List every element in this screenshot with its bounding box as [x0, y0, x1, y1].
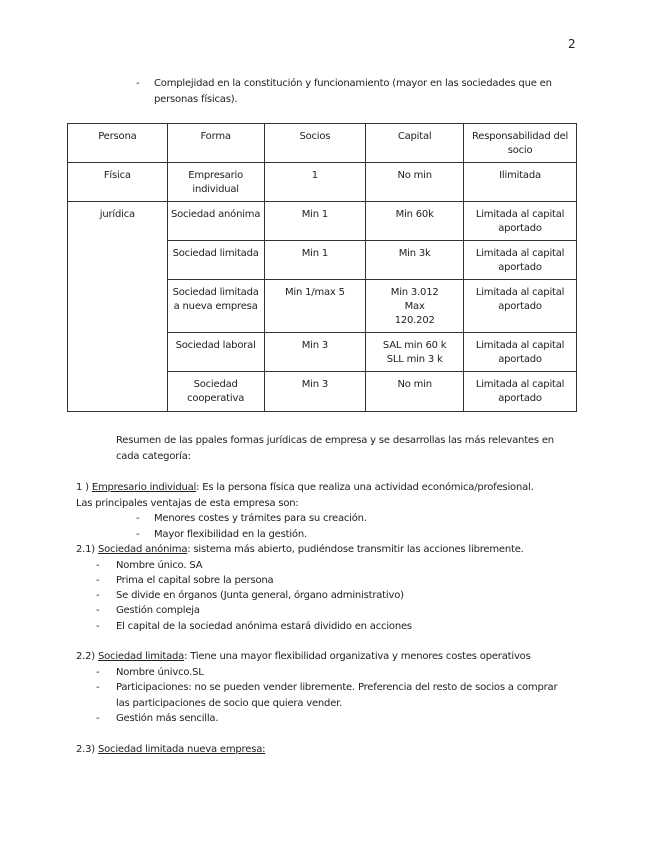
list-item: Gestión más sencilla.	[116, 713, 219, 724]
list-item: Gestión compleja	[116, 605, 200, 616]
cell: Min 3	[264, 372, 366, 412]
header-cell: Responsabilidad del socio	[464, 124, 577, 163]
header-cell: Capital	[366, 124, 464, 163]
cell: jurídica	[68, 202, 168, 412]
document-page: 2 - Complejidad en la constitución y funcionamiento (mayor en las sociedades que en personas físicas). Persona Forma Socios Capital Responsabilidad del socio Física Empresario individual 1 No min Ilimitada jurídica Sociedad anónima Min 1 Min 60k Limitada al capital aportado Sociedad limitada Min 1 Min 3k Limitada al capital aportado Sociedad limitada a nueva empresa Min 1/max 5 Min 3.012 Max 120.202 Limitada al capital aportado Sociedad laboral Min 3 SAL min 60 k SLL min 3 k Limitada al capital aportado Sociedad cooperativa Min 3 No min Limitada al capital aportado Resumen de las ppales formas jurídicas de empresa y se desarrollas las más relevantes en cada categoría: 1 ) Empresario individual: Es la persona física que realiza una actividad económica/profesional. Las principales ventajas de esta empresa son: - Menores costes y trámites para su creación. - Mayor flexibilidad en la gestión. 2.1) Sociedad anónima: sistema más abierto, pudiéndose transmitir las acciones libremente. - Nombre único. SA - Prima el capital sobre la persona - Se divide en órganos (Junta general, órgano administrativo) - Gestión compleja - El capital de la sociedad anónima estará dividido en acciones 2.2) Sociedad limitada: Tiene una mayor flexibilidad organizativa y menores costes operativos - Nombre únivco.SL - Participaciones: no se pueden vender libremente. Preferencia del resto de socios a comprar las participaciones de socio que quiera vender. - Gestión más sencilla. 2.3) Sociedad limitada nueva empresa:	[0, 0, 655, 848]
legal-forms-table	[67, 123, 577, 412]
cell: Limitada al capital aportado	[464, 333, 577, 372]
section-1-text: Las principales ventajas de esta empresa son:	[76, 498, 299, 509]
table-row	[68, 163, 577, 202]
header-cell: Persona	[68, 124, 168, 163]
cell: Ilimitada	[464, 163, 577, 202]
list-item: Se divide en órganos (Junta general, órgano administrativo)	[116, 590, 404, 601]
table-row	[68, 202, 577, 241]
cell: No min	[366, 372, 464, 412]
page-number: 2	[568, 37, 576, 51]
header-cell: Forma	[167, 124, 264, 163]
list-item: Participaciones: no se pueden vender libremente. Preferencia del resto de socios a comprar	[116, 682, 558, 693]
list-item-continuation: las participaciones de socio que quiera vender.	[116, 698, 343, 709]
section-1-heading: 1 ) Empresario individual: Es la persona física que realiza una actividad económica/profesional.	[76, 482, 534, 493]
cell: Min 3.012 Max 120.202	[366, 280, 464, 333]
cell: Min 1	[264, 241, 366, 280]
table-header-row	[68, 124, 577, 163]
cell: SAL min 60 k SLL min 3 k	[366, 333, 464, 372]
cell: No min	[366, 163, 464, 202]
cell: Min 3	[264, 333, 366, 372]
cell: Sociedad cooperativa	[167, 372, 264, 412]
cell: Limitada al capital aportado	[464, 202, 577, 241]
summary-line: Resumen de las ppales formas jurídicas de empresa y se desarrollas las más relevantes en	[116, 435, 554, 446]
list-item: Prima el capital sobre la persona	[116, 575, 274, 586]
cell: Limitada al capital aportado	[464, 372, 577, 412]
list-item: Nombre únivco.SL	[116, 667, 204, 678]
list-item: Mayor flexibilidad en la gestión.	[154, 529, 307, 540]
cell: Min 3k	[366, 241, 464, 280]
intro-bullet-line: Complejidad en la constitución y funcionamiento (mayor en las sociedades que en	[154, 78, 552, 89]
cell: Sociedad limitada	[167, 241, 264, 280]
section-2-3-heading: 2.3) Sociedad limitada nueva empresa:	[76, 744, 266, 755]
cell: Limitada al capital aportado	[464, 241, 577, 280]
header-cell: Socios	[264, 124, 366, 163]
cell: Sociedad laboral	[167, 333, 264, 372]
section-2-1-heading: 2.1) Sociedad anónima: sistema más abierto, pudiéndose transmitir las acciones libremente.	[76, 544, 524, 555]
cell: Min 1/max 5	[264, 280, 366, 333]
list-item: Menores costes y trámites para su creación.	[154, 513, 367, 524]
cell: Física	[68, 163, 168, 202]
cell: Limitada al capital aportado	[464, 280, 577, 333]
list-item: Nombre único. SA	[116, 560, 203, 571]
cell: Sociedad limitada a nueva empresa	[167, 280, 264, 333]
cell: Min 1	[264, 202, 366, 241]
cell: Sociedad anónima	[167, 202, 264, 241]
cell: 1	[264, 163, 366, 202]
list-item: El capital de la sociedad anónima estará dividido en acciones	[116, 621, 412, 632]
summary-line: cada categoría:	[116, 451, 191, 462]
section-2-2-heading: 2.2) Sociedad limitada: Tiene una mayor flexibilidad organizativa y menores costes operativos	[76, 651, 531, 662]
intro-bullet-line: personas físicas).	[154, 94, 238, 105]
cell: Min 60k	[366, 202, 464, 241]
cell: Empresario individual	[167, 163, 264, 202]
